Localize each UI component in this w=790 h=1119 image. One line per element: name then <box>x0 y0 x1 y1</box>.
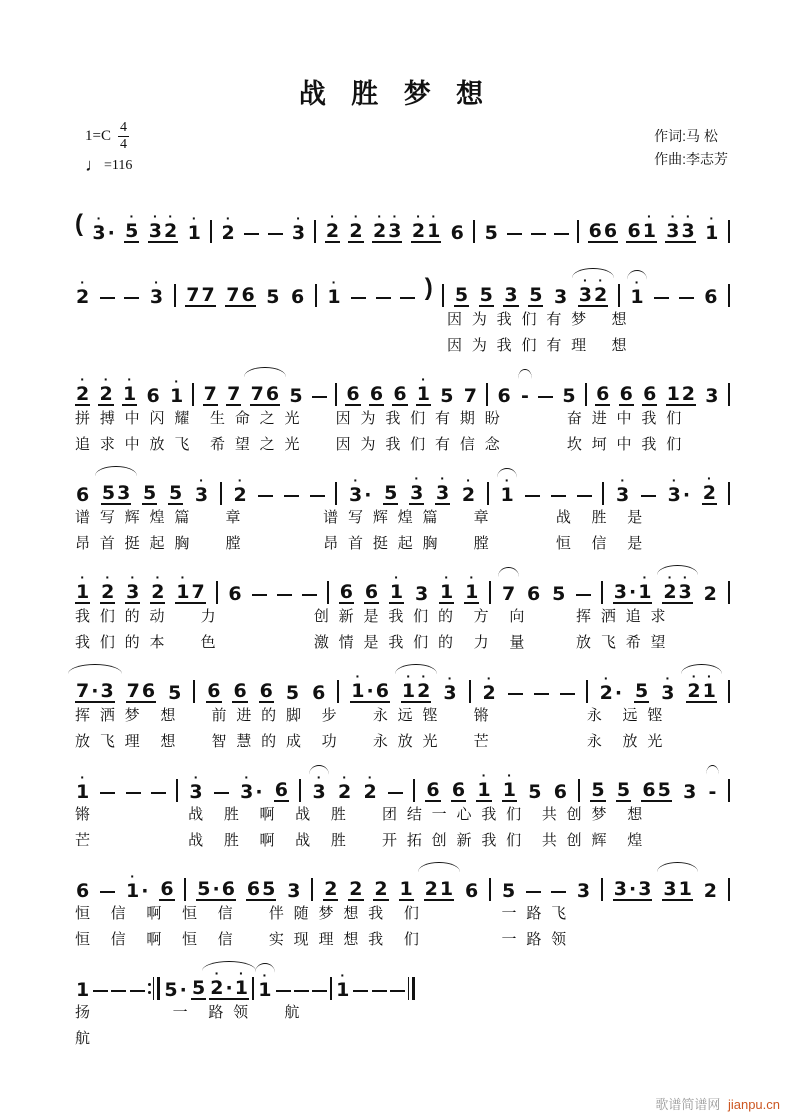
dash-note <box>538 396 553 398</box>
key-signature-block <box>85 121 132 176</box>
barline <box>586 680 588 703</box>
dash-note <box>534 693 549 695</box>
note: 7 <box>501 576 516 604</box>
note: 5 <box>590 772 605 802</box>
note: 1 <box>399 871 414 901</box>
note: 6 <box>364 574 379 604</box>
note: · 1 7 <box>176 569 205 603</box>
note: 7 · 3 <box>75 673 115 703</box>
note: 3 <box>683 781 697 803</box>
dash-note <box>151 792 166 794</box>
lyrics-row: 扬 一 路 领 航 <box>75 1004 300 1021</box>
repeat-end-barline <box>148 977 161 1000</box>
note: 3 · · 1 <box>613 569 652 603</box>
watermark-site-url: jianpu.cn <box>727 1097 780 1112</box>
note: 6 <box>553 781 567 803</box>
score-meta <box>0 121 790 183</box>
note: · 1 <box>327 274 341 308</box>
note: 6 <box>291 286 305 308</box>
dash-note <box>654 297 669 299</box>
note: 7 6 <box>126 673 156 703</box>
dash-note <box>294 990 309 992</box>
dash-note <box>353 990 368 992</box>
barline <box>311 878 313 901</box>
barline <box>577 220 579 243</box>
note: 3 <box>553 286 568 308</box>
score-line <box>75 207 730 243</box>
note: · 2 <box>349 208 363 242</box>
note: 5 <box>562 385 576 407</box>
note: · 2 <box>461 472 476 506</box>
note: 6 <box>76 484 90 506</box>
barline <box>330 977 332 1000</box>
note: · 1 <box>169 373 184 407</box>
note: 7 <box>226 376 241 406</box>
note: 3 <box>503 277 518 307</box>
note: · 2 <box>99 371 113 405</box>
note: · 3 · 2 <box>148 208 178 242</box>
dash-note <box>390 990 405 992</box>
tempo-value: =116 <box>104 157 133 173</box>
note: · 1 <box>76 769 90 803</box>
composer-credit: 作曲:李志芳 <box>654 151 728 168</box>
note: 3 <box>576 880 591 902</box>
lyrics-row: 我 们 的 动 力 创 新 是 我 们 的 方 向 挥 洒 追 求 <box>75 608 667 625</box>
note: 5 <box>440 385 454 407</box>
key-signature: 1=C <box>85 128 111 144</box>
barline <box>335 482 337 505</box>
time-signature-top: 4 <box>119 120 127 135</box>
note: · 3 <box>661 670 675 704</box>
barline <box>728 779 730 802</box>
dash-note <box>508 693 523 695</box>
note: 3 <box>705 385 719 407</box>
barline <box>618 284 620 307</box>
note: - <box>708 774 718 802</box>
note: · 2 <box>101 569 115 603</box>
note: · 2 <box>76 274 90 308</box>
note: · 3 · 2 <box>578 272 608 306</box>
barline <box>486 383 488 406</box>
note: · 2 · 1 <box>411 208 441 242</box>
barline <box>193 680 195 703</box>
note: · 1 <box>76 569 90 603</box>
note: 2 <box>323 871 338 901</box>
lyrics-row: 恒 信 啊 恒 信 伴 随 梦 想 我 们 一 路 飞 <box>75 905 567 922</box>
dash-note <box>214 792 229 794</box>
notes-row <box>75 667 730 703</box>
note: · 3 <box>435 470 450 504</box>
note: · 1 <box>258 967 272 1001</box>
note: · 1 <box>502 767 517 801</box>
note: 5 <box>501 880 516 902</box>
barline <box>220 482 222 505</box>
note: 2 <box>703 583 717 605</box>
notes-row <box>75 568 730 604</box>
note: · 2 · <box>599 670 623 704</box>
note: · 2 · 1 <box>687 668 716 702</box>
barline <box>728 383 730 406</box>
dash-note <box>554 233 569 235</box>
lyrics-row: 拼 搏 中 闪 耀 生 命 之 光 因 为 我 们 有 期 盼 奋 进 中 我 们 <box>75 410 682 427</box>
notes-row <box>75 766 730 802</box>
note: · 2 <box>233 472 247 506</box>
lyrics-row: 追 求 中 放 飞 希 望 之 光 因 为 我 们 有 信 念 坎 坷 中 我 们 <box>75 436 682 453</box>
note: 6 <box>497 385 511 407</box>
note: 5 <box>634 673 649 703</box>
barline <box>337 680 339 703</box>
note: 6 <box>369 376 384 406</box>
note: 6 <box>146 385 160 407</box>
note: 5 <box>168 682 182 704</box>
note: · 3 <box>189 769 203 803</box>
parenthesis: ( <box>75 210 83 237</box>
barline <box>335 383 337 406</box>
note: 5 · <box>164 979 187 1001</box>
note: · 3 · <box>349 472 372 506</box>
note: · 1 <box>187 210 201 244</box>
dash-note <box>372 990 387 992</box>
dash-note <box>276 990 291 992</box>
note: · 3 · <box>92 210 115 244</box>
dash-note <box>551 891 566 893</box>
note: · 1 <box>122 371 137 405</box>
dash-note <box>526 891 541 893</box>
note: · 3 <box>616 472 630 506</box>
note: · 2 · · 1 <box>210 965 248 999</box>
dash-note <box>277 594 292 596</box>
watermark-site-name: 歌谱简谱网 <box>655 1097 721 1112</box>
note: 5 <box>142 475 157 505</box>
score-line <box>75 370 730 458</box>
dash-note <box>376 297 391 299</box>
barline <box>299 779 301 802</box>
barline <box>252 977 254 1000</box>
credits <box>654 125 728 171</box>
barline <box>315 284 317 307</box>
dash-note <box>507 233 522 235</box>
dash-note <box>551 495 566 497</box>
note: 5 <box>528 277 543 307</box>
dash-note <box>126 792 141 794</box>
barline <box>184 878 186 901</box>
barline <box>728 220 730 243</box>
barline <box>601 878 603 901</box>
dash-note <box>388 792 403 794</box>
note: 6 <box>274 772 289 802</box>
dash-note <box>560 693 575 695</box>
barline <box>489 878 491 901</box>
barline <box>585 383 587 406</box>
dash-note <box>268 233 283 235</box>
note: 6 <box>345 376 360 406</box>
note: 2 <box>348 871 363 901</box>
score-line <box>75 964 730 1052</box>
dash-note <box>244 233 259 235</box>
note: 5 <box>191 970 206 1000</box>
barline <box>489 581 491 604</box>
note: 7 <box>463 385 477 407</box>
note: 3 <box>414 583 429 605</box>
parenthesis: ) <box>424 274 433 301</box>
note: · 2 <box>337 769 352 803</box>
note: 7 7 <box>185 277 215 307</box>
note: 5 · 6 <box>196 871 236 901</box>
note: 6 <box>259 673 274 703</box>
note: 2 <box>373 871 388 901</box>
lyrics-row: 挥 洒 梦 想 前 进 的 脚 步 永 远 铿 锵 永 远 铿 <box>75 707 663 724</box>
dash-note <box>100 792 115 794</box>
note: 7 <box>203 376 218 406</box>
note: 5 <box>454 277 469 307</box>
note: 6 · 1 <box>627 208 656 242</box>
dash-note <box>525 495 540 497</box>
song-title: 战 胜 梦 想 <box>298 79 492 110</box>
lyricist-credit: 作词:马 松 <box>654 128 718 144</box>
note: 5 <box>289 385 303 407</box>
note: 6 6 <box>588 213 618 243</box>
note: 6 <box>527 583 541 605</box>
note: 6 <box>425 772 440 802</box>
lyrics-row: 我 们 的 本 色 激 情 是 我 们 的 力 量 放 飞 希 望 <box>75 634 667 651</box>
note: 6 <box>704 286 718 308</box>
note: · 2 <box>151 569 165 603</box>
barline <box>728 581 730 604</box>
note: 6 <box>232 673 247 703</box>
note: · 1 · 6 <box>351 668 389 702</box>
note: · 2 <box>221 210 235 244</box>
note: 6 <box>642 376 657 406</box>
note: · 1 <box>477 767 491 801</box>
dash-note <box>124 297 139 299</box>
note: · 2 <box>325 208 340 242</box>
note: · 1 <box>465 569 479 603</box>
note: · 3 <box>126 569 140 603</box>
note: · 3 <box>410 470 424 504</box>
notes-row <box>75 865 730 901</box>
dash-note <box>312 396 327 398</box>
score-line <box>75 667 730 755</box>
note: 6 <box>206 673 221 703</box>
lyrics-row: 因 为 我 们 有 梦 想 <box>75 311 628 328</box>
note: 5 <box>168 475 183 505</box>
note: · 1 <box>389 569 404 603</box>
note: · 2 <box>363 769 377 803</box>
note: 5 <box>484 222 498 244</box>
note: · 3 <box>443 670 457 704</box>
time-signature-bottom: 4 <box>119 137 127 152</box>
score-line <box>75 568 730 656</box>
note: · 1 · <box>125 868 149 902</box>
note: 3 <box>287 880 301 902</box>
barline <box>728 680 730 703</box>
note: · 1 <box>336 967 350 1001</box>
note: 5 <box>479 277 494 307</box>
barline <box>442 284 444 307</box>
lyrics-row: 放 飞 理 想 智 慧 的 成 功 永 放 光 芒 永 放 光 <box>75 733 663 750</box>
lyrics-row: 锵 战 胜 啊 战 胜 团 结 一 心 我 们 共 创 梦 想 <box>75 806 643 823</box>
score <box>75 207 730 1052</box>
tempo-marking <box>85 155 132 176</box>
note: 7 6 <box>225 277 255 307</box>
note: 6 <box>312 682 326 704</box>
dash-note <box>400 297 415 299</box>
note: - <box>520 378 530 406</box>
note: · 1 <box>416 371 431 405</box>
barline <box>192 383 194 406</box>
notes-row <box>75 271 730 307</box>
time-signature <box>118 121 129 152</box>
score-line <box>75 766 730 854</box>
barline <box>210 220 212 243</box>
note: 3 · 3 <box>613 871 653 901</box>
note: 6 <box>228 583 242 605</box>
barline <box>469 680 471 703</box>
dash-note <box>679 297 694 299</box>
dash-note <box>531 233 546 235</box>
note: 5 <box>552 583 566 605</box>
note: · 2 <box>702 470 716 504</box>
lyrics-row: 恒 信 啊 恒 信 实 现 理 想 我 们 一 路 领 <box>75 931 567 948</box>
note: · 1 <box>630 274 644 308</box>
dash-note <box>641 495 656 497</box>
barline <box>728 284 730 307</box>
dash-note <box>577 495 592 497</box>
note: · 1 <box>500 472 514 506</box>
barline <box>174 284 176 307</box>
notes-row <box>75 207 730 243</box>
note: 6 <box>76 880 90 902</box>
lyrics-row: 昂 首 挺 起 胸 膛 昂 首 挺 起 胸 膛 恒 信 是 <box>75 535 643 552</box>
note: · 2 <box>76 371 90 405</box>
lyrics-row: 芒 战 胜 啊 战 胜 开 拓 创 新 我 们 共 创 辉 煌 <box>75 832 643 849</box>
note: · 3 <box>149 274 164 308</box>
note: 2 <box>703 880 717 902</box>
note: 6 5 <box>641 772 671 802</box>
dash-note <box>351 297 366 299</box>
lyrics-row: 谱 写 辉 煌 篇 章 谱 写 辉 煌 篇 章 战 胜 是 <box>75 509 643 526</box>
dash-note <box>111 990 126 992</box>
barline <box>413 779 415 802</box>
barline <box>327 581 329 604</box>
note: · 2 · 3 <box>663 569 692 603</box>
dash-note <box>93 990 108 992</box>
note: 1 2 <box>666 376 696 406</box>
note: · 2 · 3 <box>373 208 402 242</box>
dash-note <box>284 495 299 497</box>
score-line <box>75 271 730 359</box>
note: 3 1 <box>662 871 692 901</box>
note: · 3 · <box>667 472 691 506</box>
note: · 3 <box>194 472 209 506</box>
note: 6 <box>595 376 610 406</box>
barline <box>728 482 730 505</box>
dash-note <box>310 495 325 497</box>
barline <box>578 779 580 802</box>
watermark <box>655 1094 780 1113</box>
dash-note <box>258 495 273 497</box>
final-barline <box>408 977 416 1000</box>
lyrics-row: 航 <box>75 1030 91 1047</box>
note: · 3 <box>291 210 306 244</box>
note: · 1 <box>705 210 719 244</box>
note: 5 <box>266 286 280 308</box>
note: 1 <box>76 979 90 1001</box>
note: 6 <box>619 376 634 406</box>
note: · 3 · <box>240 769 263 803</box>
note: 6 <box>159 871 174 901</box>
note: · 3 · 3 <box>666 208 695 242</box>
dash-note <box>302 594 317 596</box>
dash-note <box>130 990 145 992</box>
note: · 2 <box>482 670 496 704</box>
note: 6 5 <box>246 871 276 901</box>
note: 7 6 <box>250 376 280 406</box>
note: · 5 <box>125 208 139 242</box>
barline <box>602 482 604 505</box>
note: 5 <box>383 475 398 505</box>
dash-note <box>312 990 327 992</box>
score-line <box>75 865 730 953</box>
score-line <box>75 469 730 557</box>
barline <box>728 878 730 901</box>
note: 5 <box>285 682 300 704</box>
note: · 1 <box>440 569 454 603</box>
notes-row <box>75 469 730 505</box>
note: 5 3 <box>101 475 131 505</box>
note: 6 <box>450 222 464 244</box>
note: 6 <box>392 376 407 406</box>
dash-note <box>576 594 591 596</box>
notes-row <box>75 964 416 1000</box>
note: · 1 · 2 <box>401 668 431 702</box>
barline <box>487 482 489 505</box>
barline <box>473 220 475 243</box>
note: 5 <box>616 772 631 802</box>
barline <box>176 779 178 802</box>
barline <box>314 220 316 243</box>
note: 6 <box>451 772 466 802</box>
lyrics-row: 因 为 我 们 有 理 想 <box>75 337 628 354</box>
note: 5 <box>528 781 542 803</box>
barline <box>601 581 603 604</box>
barline <box>216 581 218 604</box>
note: · 3 <box>312 769 326 803</box>
dash-note <box>252 594 267 596</box>
note: 2 1 <box>424 871 454 901</box>
dash-note <box>100 297 115 299</box>
note: 6 <box>339 574 354 604</box>
quarter-note-icon: ♩ <box>85 155 103 175</box>
dash-note <box>100 891 115 893</box>
notes-row <box>75 370 730 406</box>
note: 6 <box>464 880 479 902</box>
